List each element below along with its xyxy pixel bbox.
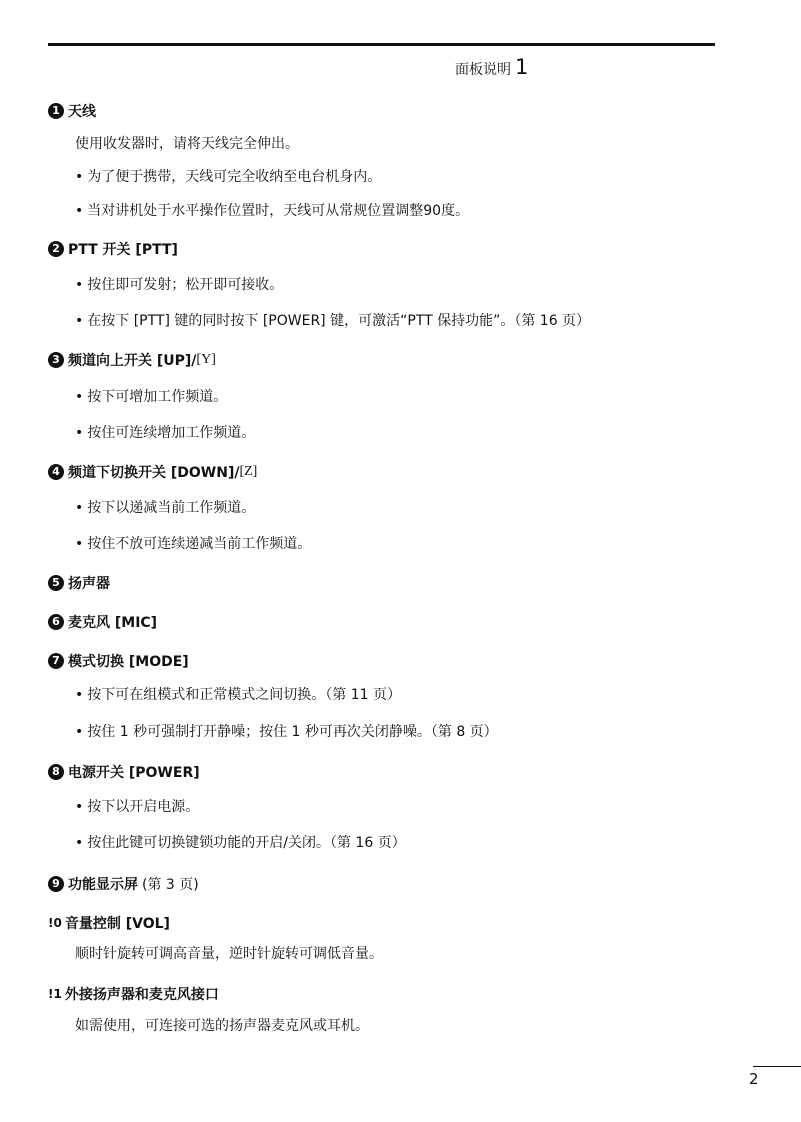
page-number: 2: [749, 1070, 759, 1088]
number-marker-icon: 4: [48, 464, 64, 480]
section-volume-text: 顺时针旋转可调高音量，逆时针旋转可调低音量。: [75, 946, 383, 962]
bullet-icon: •: [75, 536, 84, 552]
section-antenna-text: 使用收发器时，请将天线完全伸出。: [75, 136, 299, 152]
section-volume-heading: [48, 913, 170, 933]
bullet-icon: •: [75, 169, 84, 185]
bottom-rule: [753, 1066, 801, 1067]
number-marker-icon: 7: [48, 653, 64, 669]
bullet-item: • 按住即可发射；松开即可接收。: [75, 277, 284, 293]
bullet-item: • 按下可增加工作频道。: [75, 389, 228, 405]
number-marker-icon: 6: [48, 614, 64, 630]
section-ptt-heading: [48, 239, 178, 259]
section-title: 天线: [68, 104, 96, 120]
bullet-item: • 按住此键可切换键锁功能的开启/关闭。（第 16 页）: [75, 835, 406, 851]
number-marker-icon: 8: [48, 764, 64, 780]
bullet-icon: •: [75, 687, 84, 703]
section-title: 音量控制 [VOL]: [64, 916, 170, 932]
bullet-icon: •: [75, 389, 84, 405]
section-title: 功能显示屏: [68, 877, 138, 893]
bullet-icon: •: [75, 313, 84, 329]
section-jack-heading: [48, 984, 219, 1004]
chapter-number: 1: [515, 55, 529, 79]
section-title: 频道下切换开关 [DOWN]/: [68, 465, 240, 481]
bullet-icon: •: [75, 724, 84, 740]
bullet-item: • 按住不放可连续递减当前工作频道。: [75, 536, 312, 552]
bullet-icon: •: [75, 203, 84, 219]
section-title: 扬声器: [68, 576, 110, 592]
section-title: 电源开关 [POWER]: [68, 765, 200, 781]
section-up-heading: [48, 350, 216, 370]
header-title: 面板说明: [455, 62, 511, 78]
section-mic-heading: [48, 612, 157, 632]
bullet-item: • 按下可在组模式和正常模式之间切换。（第 11 页）: [75, 687, 401, 703]
bullet-item: • 按下以递减当前工作频道。: [75, 500, 256, 516]
bullet-item: • 当对讲机处于水平操作位置时，天线可从常规位置调整90度。: [75, 203, 470, 219]
section-power-heading: [48, 762, 200, 782]
section-jack-text: 如需使用，可连接可选的扬声器麦克风或耳机。: [75, 1018, 369, 1034]
page-header: [455, 55, 528, 79]
bullet-item: • 按下以开启电源。: [75, 799, 200, 815]
bullet-item: • 在按下 [PTT] 键的同时按下 [POWER] 键，可激活“PTT 保持功能”。（第 16 页）: [75, 313, 591, 329]
number-marker-icon: 3: [48, 352, 64, 368]
bullet-icon: •: [75, 500, 84, 516]
bullet-item: • 按住可连续增加工作频道。: [75, 425, 256, 441]
section-title-symbol: [Y]: [196, 352, 216, 367]
section-down-heading: [48, 462, 257, 482]
section-title: PTT 开关 [PTT]: [68, 242, 178, 258]
bullet-item: • 为了便于携带，天线可完全收纳至电台机身内。: [75, 169, 382, 185]
section-antenna-heading: [48, 101, 96, 121]
number-marker-icon: 1: [48, 103, 64, 119]
section-mode-heading: [48, 651, 189, 671]
number-marker-icon: 9: [48, 876, 64, 892]
number-marker: !1: [48, 987, 62, 1001]
section-title-symbol: [Z]: [239, 464, 258, 479]
number-marker-icon: 2: [48, 241, 64, 257]
section-display-heading: [48, 874, 199, 894]
bullet-icon: •: [75, 277, 84, 293]
number-marker-icon: 5: [48, 575, 64, 591]
top-rule: [48, 43, 715, 46]
bullet-item: • 按住 1 秒可强制打开静噪；按住 1 秒可再次关闭静噪。（第 8 页）: [75, 724, 498, 740]
section-title: 模式切换 [MODE]: [68, 654, 189, 670]
section-title: 外接扬声器和麦克风接口: [64, 987, 219, 1003]
section-title: 麦克风 [MIC]: [68, 615, 158, 631]
bullet-icon: •: [75, 799, 84, 815]
number-marker: !0: [48, 916, 62, 930]
bullet-icon: •: [75, 835, 84, 851]
section-speaker-heading: [48, 573, 110, 593]
section-page-ref: (第 3 页): [142, 877, 199, 893]
section-title: 频道向上开关 [UP]/: [68, 353, 197, 369]
bullet-icon: •: [75, 425, 84, 441]
